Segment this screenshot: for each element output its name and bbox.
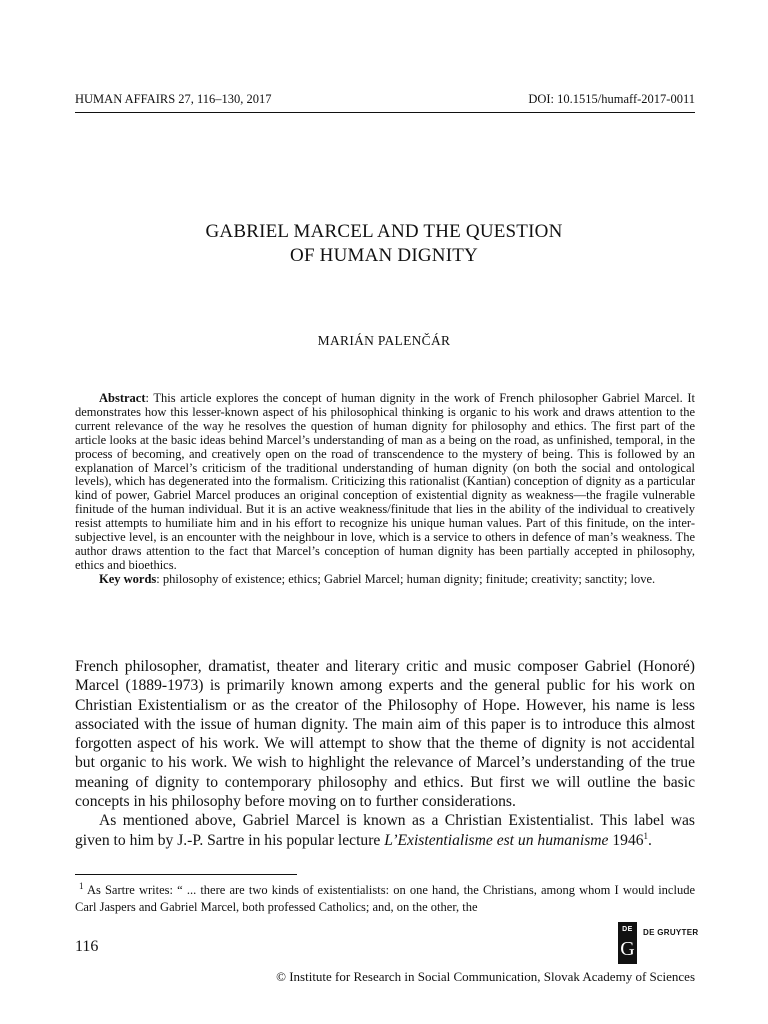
title-line-1: GABRIEL MARCEL AND THE QUESTION	[205, 221, 563, 242]
paragraph-2-period: .	[648, 831, 652, 849]
keywords-text: : philosophy of existence; ethics; Gabriel Marcel; human dignity; finitude; creativity; sanctity; love.	[156, 571, 656, 586]
footnote-reference[interactable]: 1	[643, 830, 649, 841]
running-header	[75, 92, 695, 107]
degruyter-logo-icon	[618, 922, 637, 964]
body-paragraph-1: French philosopher, dramatist, theater and literary critic and music composer Gabriel (Honoré) Marcel (1889-1973) is primarily known among experts and the general public for his work on Christian Existentialism or as the creator of the Philosophy of Hope. However, his name is less associated with the issue of human dignity. The main aim of this paper is to introduce this almost forgotten aspect of his work. We will attempt to show that the theme of dignity is not accidental but organic to his work. We wish to highlight the relevance of Marcel’s understanding of the true meaning of dignity to contemporary philosophy and ethics. But first we will outline the basic concepts in his philosophy before moving on to further considerations.	[75, 658, 695, 811]
article-title	[60, 220, 708, 268]
title-line-2: OF HUMAN DIGNITY	[290, 245, 478, 266]
publisher-logo	[618, 922, 698, 964]
header-rule	[75, 112, 695, 113]
footnote-marker: 1	[79, 880, 84, 891]
keywords-paragraph	[75, 573, 695, 587]
lecture-title: L’Existentialisme est un humanisme	[384, 831, 609, 849]
footnote-paragraph	[75, 882, 695, 916]
keywords-label: Key words	[99, 571, 157, 586]
footnote-text: As Sartre writes: “ ... there are two kinds of existentialists: on one hand, the Christians, among whom I would include Carl Jaspers and Gabriel Marcel, both professed Catholics; and, on the other, the	[75, 883, 695, 914]
logo-top-text: DE	[622, 926, 633, 933]
author-name: MARIÁN PALENČÁR	[317, 333, 451, 348]
body-paragraph-2	[75, 811, 695, 850]
copyright-notice: © Institute for Research in Social Communication, Slovak Academy of Sciences	[276, 969, 695, 984]
abstract-label: Abstract	[99, 391, 146, 405]
publisher-name: DE GRUYTER	[643, 928, 699, 937]
abstract-paragraph	[75, 392, 695, 573]
doi-link[interactable]: DOI: 10.1515/humaff-2017-0011	[528, 92, 695, 106]
logo-bottom-text: G	[620, 938, 635, 960]
footnote	[75, 882, 695, 916]
body-text	[75, 657, 695, 850]
journal-citation: HUMAN AFFAIRS 27, 116–130, 2017	[75, 92, 272, 106]
abstract-text: : This article explores the concept of human dignity in the work of French philosopher Gabriel Marcel. It demonstrates how this lesser-known aspect of his philosophical thinking is organic to his work and draws attention to the current relevance of the way he resolves the question of human dignity for philosophy and ethics. The first part of the article looks at the basic ideas behind Marcel’s understanding of man as a being on the road, as unfinished, temporal, in the process of becoming, and creatively open on the road of transcendence to the mystery of being. This is followed by an explanation of Marcel’s criticism of the traditional understanding of human dignity (on both the social and ontological levels), which has degenerated into the formalism. Criticizing this rationalist (Kantian) conception of dignity as a particular kind of power, Gabriel Marcel produces an original conception of existential dignity as weakness—the fragile vulnerable finitude of the human individual. But it is an active weakness/finitude that lies in the ability of the individual to creatively resist attempts to humiliate him and in his effort to recognize his unique human values. Part of this finitude, on the inter-subjective level, is an encounter with the neighbour in love, which is a service to others in defence of man’s weakness. The author draws attention to the fact that Marcel’s conception of human dignity has been partially accepted in philosophy, ethics and bioethics.	[75, 391, 695, 572]
footnote-rule	[75, 874, 297, 875]
page-number: 116	[75, 938, 99, 955]
abstract-block	[75, 392, 695, 587]
paragraph-2-text: As mentioned above, Gabriel Marcel is known as a Christian Existentialist. This label was given to him by J.-P. Sartre in his popular lecture	[75, 812, 695, 849]
lecture-year: 1946	[608, 831, 644, 849]
